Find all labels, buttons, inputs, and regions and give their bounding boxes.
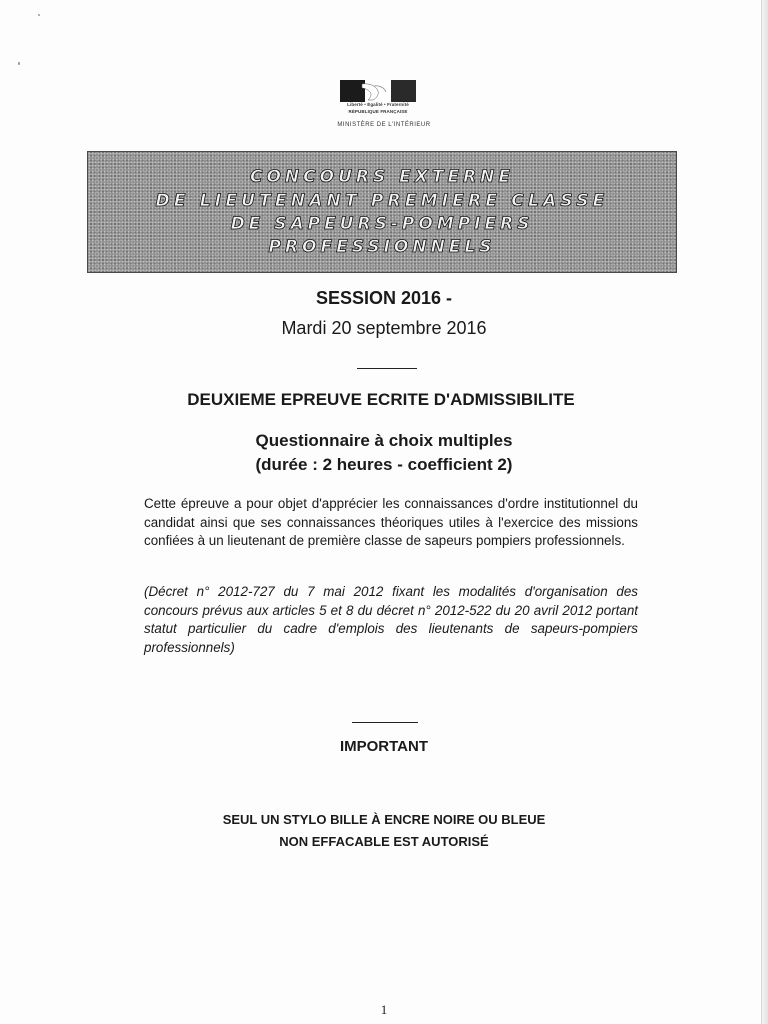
- marianne-logo: [300, 78, 468, 138]
- pen-notice-line-1: SEUL UN STYLO BILLE À ENCRE NOIRE OU BLEUE: [222, 812, 546, 827]
- scan-speck: [38, 14, 40, 16]
- logo-motto: Liberté • Égalité • Fraternité: [347, 102, 409, 107]
- title-banner: [87, 151, 677, 273]
- page-edge-shadow: [761, 0, 768, 1024]
- logo-republic: RÉPUBLIQUE FRANÇAISE: [348, 109, 408, 114]
- scan-speck: [18, 62, 20, 65]
- banner-line-1: CONCOURS EXTERNE: [250, 167, 514, 187]
- banner-line-3: DE SAPEURS-POMPIERS: [230, 214, 534, 234]
- ministry-name: MINISTÈRE DE L'INTÉRIEUR: [337, 122, 431, 128]
- banner-line-4: PROFESSIONNELS: [268, 237, 496, 257]
- session-label: SESSION 2016 -: [315, 288, 453, 308]
- exam-format: Questionnaire à choix multiples: [255, 431, 513, 450]
- exam-description: Cette épreuve a pour objet d'apprécier les connaissances d'ordre institutionnel du candidat ainsi que ses connaissances théoriques utiles à l'exercice des missions confiées à un lieutenant de première classe de sapeurs pompiers professionnels.: [144, 496, 638, 548]
- pen-notice-line-2: NON EFFACABLE EST AUTORISÉ: [279, 834, 489, 849]
- session-date: Mardi 20 septembre 2016: [281, 318, 487, 338]
- decree-reference: (Décret n° 2012-727 du 7 mai 2012 fixant les modalités d'organisation des concours prévus aux articles 5 et 8 du décret n° 2012-522 du 20 avril 2012 portant statut particulier du cadre d'emplois des lieutenants de sapeurs-pompiers professionnels): [144, 584, 638, 655]
- exam-duration: (durée : 2 heures - coefficient 2): [255, 455, 513, 474]
- important-heading: IMPORTANT: [339, 738, 429, 755]
- marianne-flag-icon: [340, 80, 416, 102]
- page-number: 1: [380, 1002, 388, 1017]
- separator-rule: [352, 722, 418, 723]
- banner-line-2: DE LIEUTENANT PREMIERE CLASSE: [155, 191, 609, 211]
- separator-rule: [357, 368, 417, 369]
- exam-title: DEUXIEME EPREUVE ECRITE D'ADMISSIBILITE: [187, 390, 575, 409]
